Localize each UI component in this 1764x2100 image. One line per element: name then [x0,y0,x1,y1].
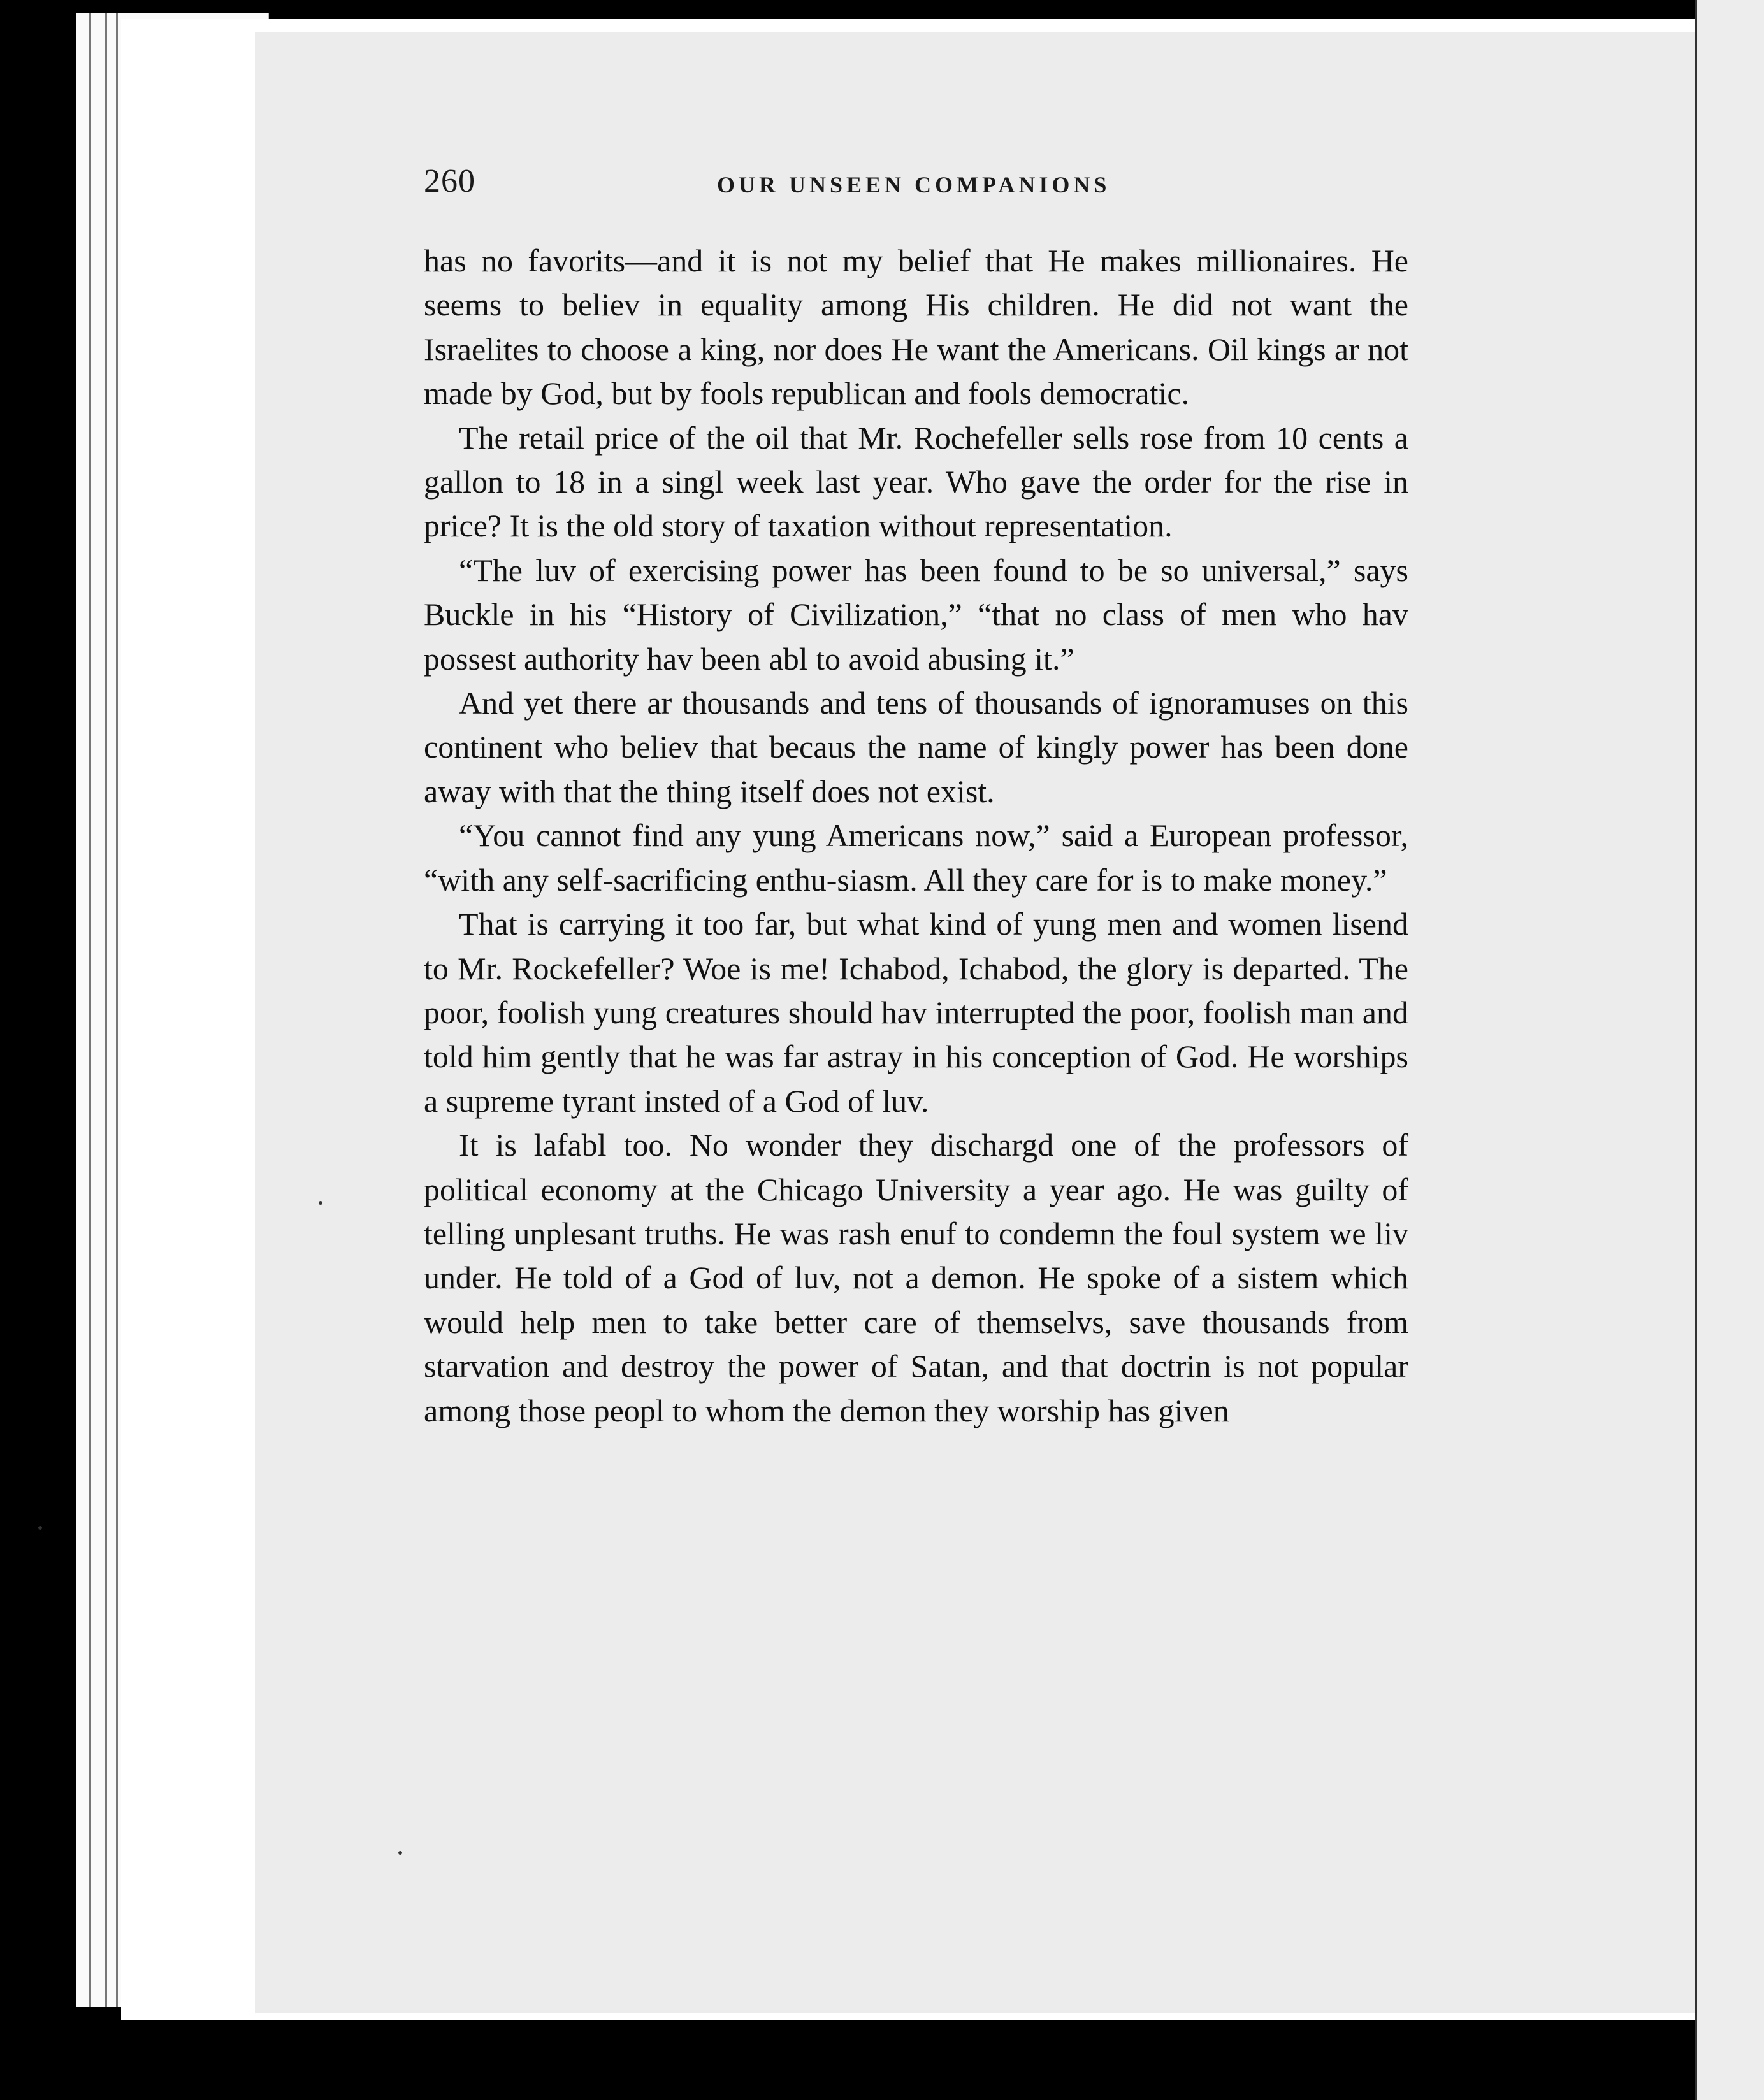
facing-page-edge [1695,0,1764,2100]
ink-speck [319,1201,322,1205]
paragraph: “You cannot find any yung Americans now,” said a European professor, “with any self-sacrificing enthu-siasm. All they care for is to make money.” [424,817,1408,898]
paragraph: And yet there ar thousands and tens of thousands of ignoramuses on this continent who believ that becaus the name of kingly power has been done away with that the thing itself does not exist. [424,685,1408,809]
paragraph: “The luv of exercising power has been found to be so universal,” says Buckle in his “History of Civilization,” “that no class of men who hav possest authority hav been abl to avoid abusing it.” [424,552,1408,677]
ink-speck [38,1526,42,1530]
page-edge-line [89,13,91,2007]
page-header [424,162,1405,207]
paragraph: It is lafabl too. No wonder they dischargd one of the professors of political economy at the Chicago University a year ago. He was guilty of telling unplesant truths. He was rash enuf to condemn the foul system we liv under. He told of a God of luv, not a demon. He spoke of a sistem which would help men to take better care of themselvs, save thousands from starvation and destroy the power of Satan, and that doctrin is not popular among those peopl to whom the demon they worship has given [424,1127,1408,1428]
page-edge-line [116,13,118,2007]
page-number: 260 [424,163,475,199]
paragraph: That is carrying it too far, but what kind of yung men and women lisend to Mr. Rockefeller? Woe is me! Ichabod, Ichabod, the glory is departed. The poor, foolish yung creatures should hav interrupted the poor, foolish man and told him gently that he was far astray in his conception of God. He worships a supreme tyrant insted of a God of luv. [424,906,1408,1119]
body-text [424,239,1408,1433]
paragraph: The retail price of the oil that Mr. Rochefeller sells rose from 10 cents a gallon to 18 in a singl week last year. Who gave the order for the rise in price? It is the old story of taxation without representation. [424,419,1408,544]
ink-speck [398,1851,402,1855]
running-title: OUR UNSEEN COMPANIONS [717,172,1111,198]
page-edge-line [105,13,107,2007]
paragraph: has no favorits—and it is not my belief that He makes millionaires. He seems to believ in equality among His children. He did not want the Israelites to choose a king, nor does He want the Americans. Oil kings ar not made by God, but by fools republican and fools democratic. [424,243,1408,412]
